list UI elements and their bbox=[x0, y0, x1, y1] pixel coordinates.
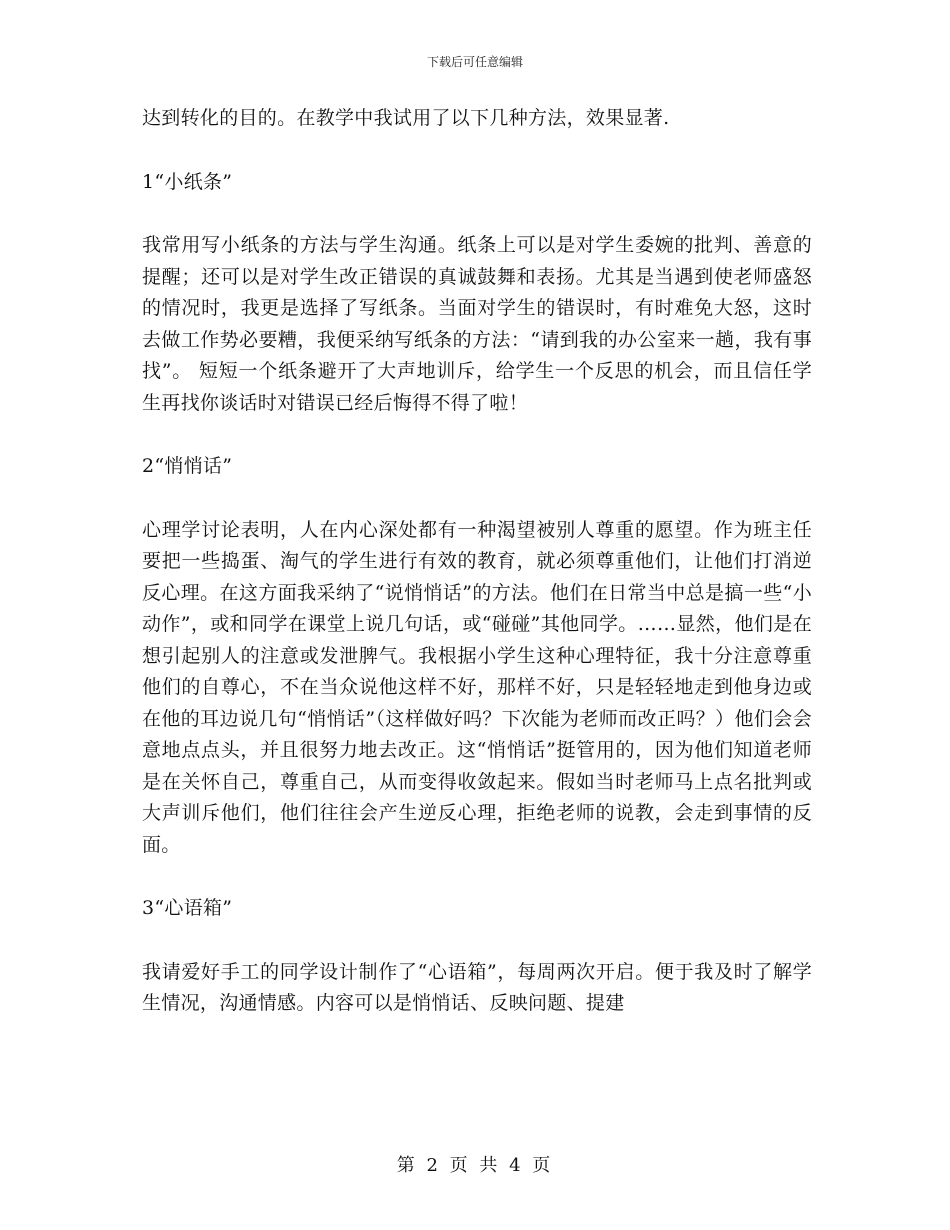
document-body bbox=[142, 103, 812, 1020]
section-2-paragraph: 心理学讨论表明，人在内心深处都有一种渴望被别人尊重的愿望。作为班主任要把一些捣蛋、淘气的学生进行有效的教育，就必须尊重他们，让他们打消逆反心理。在这方面我采纳了“说悄悄话”的方法。他们在日常当中总是搞一些“小动作”，或和同学在课堂上说几句话，或“碰碰”其他同学。……显然，他们是在想引起别人的注意或发泄脾气。我根据小学生这种心理特征，我十分注意尊重他们的自尊心，不在当众说他这样不好，那样不好，只是轻轻地走到他身边或在他的耳边说几句“悄悄话”（这样做好吗？下次能为老师而改正吗？）他们会会意地点点头，并且很努力地去改正。这“悄悄话”挺管用的，因为他们知道老师是在关怀自己，尊重自己，从而变得收敛起来。假如当时老师马上点名批判或大声训斥他们，他们往往会产生逆反心理，拒绝老师的说教，会走到事情的反面。 bbox=[142, 518, 812, 856]
section-1-paragraph: 我常用写小纸条的方法与学生沟通。纸条上可以是对学生委婉的批判、善意的提醒；还可以是对学生改正错误的真诚鼓舞和表扬。尤其是当遇到使老师盛怒的情况时，我更是选择了写纸条。当面对学生的错误时，有时难免大怒，这时去做工作势必要糟，我便采纳写纸条的方法：“请到我的办公室来一趟，我有事找”。 短短一个纸条避开了大声地训斥，给学生一个反思的机会，而且信任学生再找你谈话时对错误已经后悔得不得了啦！ bbox=[142, 234, 812, 414]
page-number: 第 2 页 共 4 页 bbox=[396, 1155, 554, 1176]
intro-paragraph: 达到转化的目的。在教学中我试用了以下几种方法，效果显著. bbox=[142, 107, 670, 129]
page-header: 下载后可任意编辑 bbox=[426, 55, 523, 69]
section-3-heading: 3“心语箱” bbox=[142, 897, 233, 919]
section-2-heading: 2“悄悄话” bbox=[142, 455, 233, 477]
section-1-heading: 1“小纸条” bbox=[142, 170, 233, 193]
section-3-paragraph: 我请爱好手工的同学设计制作了“心语箱”，每周两次开启。便于我及时了解学生情况，沟通情感。内容可以是悄悄话、反映问题、提建 bbox=[142, 960, 812, 1014]
